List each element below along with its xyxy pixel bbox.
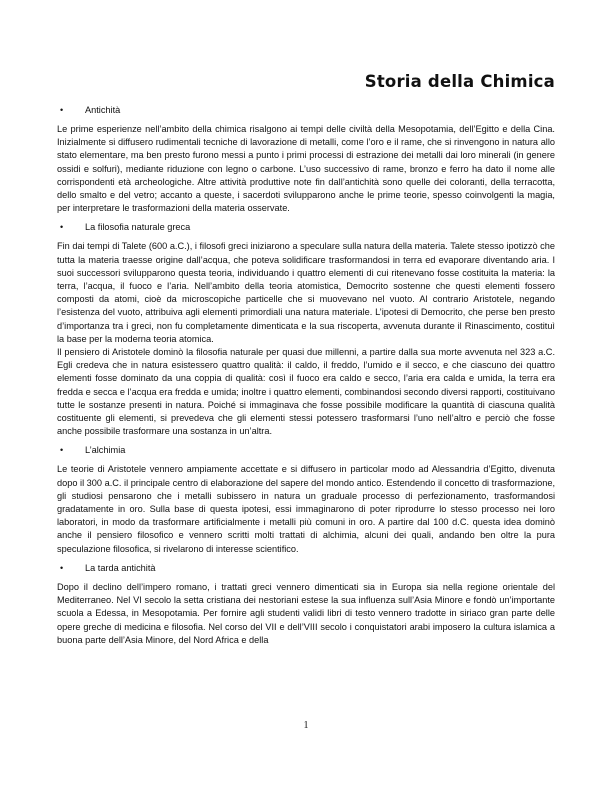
paragraph: Le prime esperienze nell’ambito della chimica risalgono ai tempi delle civiltà della Mesopotamia, dell’Egitto e della Cina. Inizialmente si diffusero rudimentali tecniche di lavorazione di metalli, come l’oro e il rame, che si rinvengono in natura allo stato elementare, ma ben presto furono messi a punto i primi processi di estrazione dei metalli dai loro minerali (in genere ossidi e solfuri), mediante riduzione con legno o carbone. L’uso successivo di rame, bronzo e ferro ha dato il nome alle corrispondenti età archeologiche. Altre attività produttive note fin dall’antichità sono quelle dei coloranti, della terracotta, dello smalto e del vetro; accanto a queste, i sacerdoti svilupparono anche le prime teorie, spesso coinvolgenti la magia, per interpretare le trasformazioni della materia osservate. <box>57 124 555 214</box>
section-heading <box>57 104 555 117</box>
bullet-icon: • <box>60 562 64 573</box>
section-heading-text: La tarda antichità <box>85 562 156 573</box>
section-antichita <box>57 104 555 215</box>
bullet-icon: • <box>60 105 64 115</box>
section-heading <box>57 221 555 234</box>
paragraph: Il pensiero di Aristotele dominò la filosofia naturale per quasi due millenni, a partire dalla sua morte avvenuta nel 323 a.C. Egli credeva che in natura esistessero quattro qualità: il caldo, il freddo, l’umido e il secco, e che ciascuno dei quattro elementi fosse dominato da una coppia di qualità: così il fuoco era caldo e secco, l’aria era calda e umida, la terra era fredda e secca e l’acqua era fredda e umida; inoltre i quattro elementi, combinandosi secondo diversi rapporti, costituivano tutte le sostanze presenti in natura. Poiché si immaginava che fosse possibile modificare la quantità di ciascuna qualità costituente gli elementi, si prevedeva che gli elementi stessi potessero trasformarsi l’uno nell’altro e perciò che fosse anche possibile trasformare una sostanza in un’altra. <box>57 347 555 437</box>
section-heading-text: Antichità <box>85 105 121 115</box>
section-filosofia-naturale-greca <box>57 221 555 438</box>
bullet-icon: • <box>60 222 64 233</box>
section-tarda-antichita <box>57 562 555 647</box>
page-number: 1 <box>303 720 309 731</box>
bullet-icon: • <box>60 445 64 456</box>
section-alchimia <box>57 444 555 555</box>
paragraph: Dopo il declino dell’impero romano, i trattati greci vennero dimenticati sia in Europa sia nella regione orientale del Mediterraneo. Nel VI secolo la setta cristiana dei nestoriani estese la sua influenza sull’Asia Minore e fondò un’importante scuola a Edessa, in Mesopotamia. Per fornire agli studenti validi libri di testo vennero tradotte in siriaco gran parte delle opere greche di medicina e filosofia. Nel corso del VII e dell’VIII secolo i conquistatori arabi imposero la cultura islamica a buona parte dell’Asia Minore, del Nord Africa e della <box>57 581 555 645</box>
paragraph: Le teorie di Aristotele vennero ampiamente accettate e si diffusero in particolar modo ad Alessandria d’Egitto, divenuta dopo il 300 a.C. il principale centro di elaborazione del sapere del mondo antico. Estendendo il concetto di trasformazione, gli studiosi pensarono che i metalli subissero in natura un graduale processo di perfezionamento, trasformandosi gradatamente in oro. Sulla base di questa ipotesi, essi immaginarono di poter riprodurre lo stesso processo nei loro laboratori, in modo da trasformare artificialmente i metalli più comuni in oro. A partire dal 100 d.C. questa idea dominò anche il pensiero filosofico e vennero scritti molti trattati di alchimia, alcuni dei quali, andando ben oltre la pura speculazione filosofica, si rivelarono di interesse scientifico. <box>57 464 555 554</box>
section-heading <box>57 562 555 575</box>
document-title: Storia della Chimica <box>364 72 555 91</box>
paragraph: Fin dai tempi di Talete (600 a.C.), i filosofi greci iniziarono a speculare sulla natura della materia. Talete stesso ipotizzò che tutta la materia traesse origine dall’acqua, che poteva solidificare trasformandosi in terra ed evaporare diventando aria. I suoi successori svilupparono questa teoria, individuando i quattro elementi di cui ritenevano fosse costituita la materia: la terra, l’acqua, il fuoco e l’aria. Nell’ambito della teoria atomistica, Democrito sostenne che questi elementi fossero composti da atomi, cioè da microscopiche particelle che si muovevano nel vuoto. Al contrario Aristotele, negando l’esistenza del vuoto, attribuiva agli elementi primordiali una natura materiale. L’ipotesi di Democrito, che perse ben presto d’importanza tra i greci, non fu completamente dimenticata e la sua riscoperta, avvenuta durante il Rinascimento, costituì la base per la moderna teoria atomica. <box>57 241 555 344</box>
section-heading <box>57 444 555 457</box>
section-heading-text: La filosofia naturale greca <box>85 222 191 233</box>
section-heading-text: L’alchimia <box>85 445 126 456</box>
